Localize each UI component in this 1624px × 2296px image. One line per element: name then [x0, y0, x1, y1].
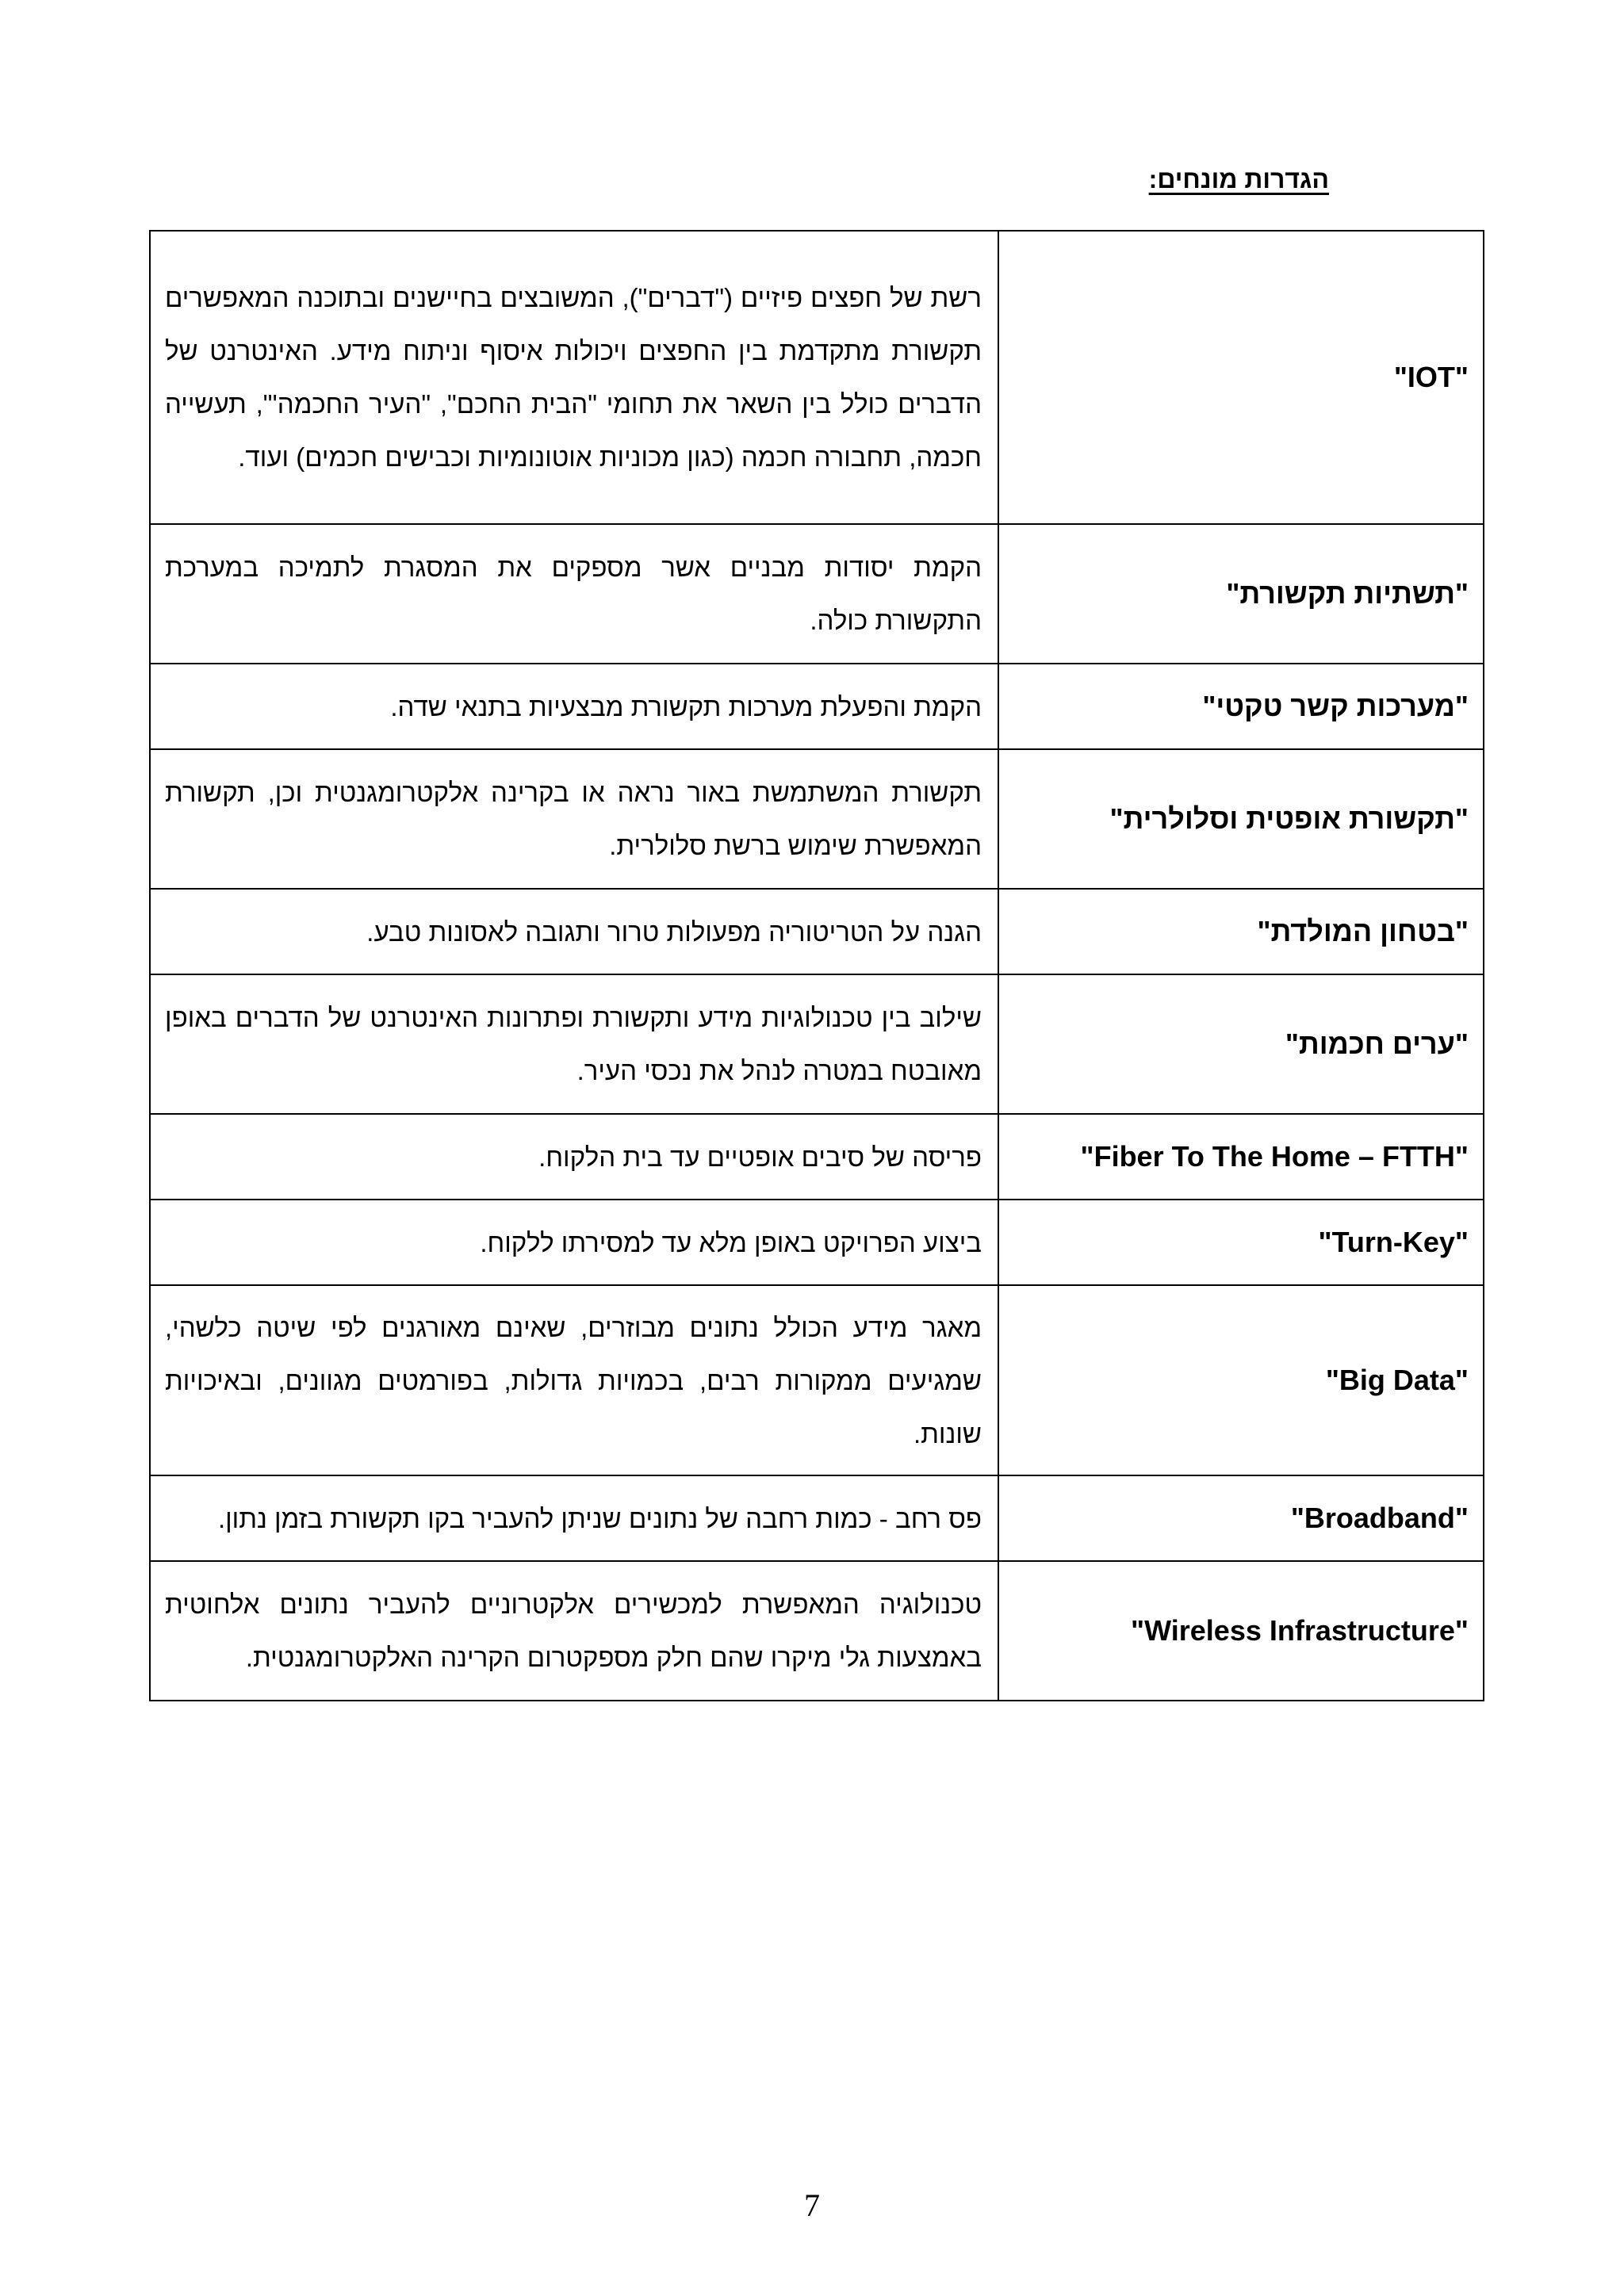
term-cell — [998, 1200, 1484, 1285]
term-label: "IOT" — [1393, 361, 1469, 393]
term-label: "Wireless Infrastructure" — [1131, 1614, 1469, 1647]
term-cell — [998, 1561, 1484, 1701]
term-label: "Fiber To The Home – FTTH" — [1080, 1140, 1469, 1173]
table-row — [150, 889, 1484, 974]
term-cell — [998, 231, 1484, 524]
term-label: "בטחון המולדת" — [1257, 915, 1469, 947]
term-label: "Big Data" — [1325, 1364, 1469, 1396]
term-label: "תשתיות תקשורת" — [1226, 577, 1469, 610]
definition-cell: הגנה על הטריטוריה מפעולות טרור ותגובה לאסונות טבע. — [150, 889, 998, 974]
page-title: הגדרות מונחים: — [1148, 165, 1329, 193]
term-cell — [998, 889, 1484, 974]
table-row — [150, 1200, 1484, 1285]
definition-cell: תקשורת המשתמשת באור נראה או בקרינה אלקטרומגנטית וכן, תקשורת המאפשרת שימוש ברשת סלולרית. — [150, 749, 998, 889]
page-number: 7 — [804, 2187, 820, 2223]
definition-cell: טכנולוגיה המאפשרת למכשירים אלקטרוניים להעביר נתונים אלחוטית באמצעות גלי מיקרו שהם חלק מספקטרום הקרינה האלקטרומגנטית. — [150, 1561, 998, 1701]
definition-cell: שילוב בין טכנולוגיות מידע ותקשורת ופתרונות האינטרנט של הדברים באופן מאובטח במטרה לנהל את נכסי העיר. — [150, 974, 998, 1114]
definition-cell: הקמת יסודות מבניים אשר מספקים את המסגרת לתמיכה במערכת התקשורת כולה. — [150, 524, 998, 664]
definition-cell: ביצוע הפרויקט באופן מלא עד למסירתו ללקוח. — [150, 1200, 998, 1285]
definition-cell: רשת של חפצים פיזיים ("דברים"), המשובצים בחיישנים ובתוכנה המאפשרים תקשורת מתקדמת בין החפצים ויכולות איסוף וניתוח מידע. האינטרנט של הדברים כולל בין השאר את תחומי "הבית החכם", "העיר החכמה'", תעשייה חכמה, תחבורה חכמה (כגון מכוניות אוטונומיות וכבישים חכמים) ועוד. — [150, 231, 998, 524]
term-cell — [998, 1114, 1484, 1200]
term-cell — [998, 1285, 1484, 1475]
table-row — [150, 231, 1484, 524]
table-row — [150, 749, 1484, 889]
term-label: "Turn-Key" — [1318, 1226, 1469, 1258]
term-cell — [998, 749, 1484, 889]
table-row — [150, 664, 1484, 749]
definition-cell: פריסה של סיבים אופטיים עד בית הלקוח. — [150, 1114, 998, 1200]
table-row — [150, 1285, 1484, 1475]
table-row — [150, 1475, 1484, 1561]
term-label: "תקשורת אופטית וסלולרית" — [1109, 802, 1469, 835]
term-label: "Broadband" — [1290, 1502, 1469, 1534]
term-cell — [998, 524, 1484, 664]
table-row — [150, 974, 1484, 1114]
term-cell — [998, 664, 1484, 749]
term-label: "ערים חכמות" — [1285, 1027, 1469, 1060]
term-cell — [998, 974, 1484, 1114]
table-row — [150, 1114, 1484, 1200]
terms-definitions-table — [149, 230, 1484, 1701]
definition-cell: פס רחב - כמות רחבה של נתונים שניתן להעביר בקו תקשורת בזמן נתון. — [150, 1475, 998, 1561]
term-cell — [998, 1475, 1484, 1561]
table-row — [150, 524, 1484, 664]
table-row — [150, 1561, 1484, 1701]
definition-cell: מאגר מידע הכולל נתונים מבוזרים, שאינם מאורגנים לפי שיטה כלשהי, שמגיעים ממקורות רבים, בכמויות גדולות, בפורמטים מגוונים, ובאיכויות שונות. — [150, 1285, 998, 1475]
definition-cell: הקמת והפעלת מערכות תקשורת מבצעיות בתנאי שדה. — [150, 664, 998, 749]
term-label: "מערכות קשר טקטי" — [1202, 690, 1469, 722]
